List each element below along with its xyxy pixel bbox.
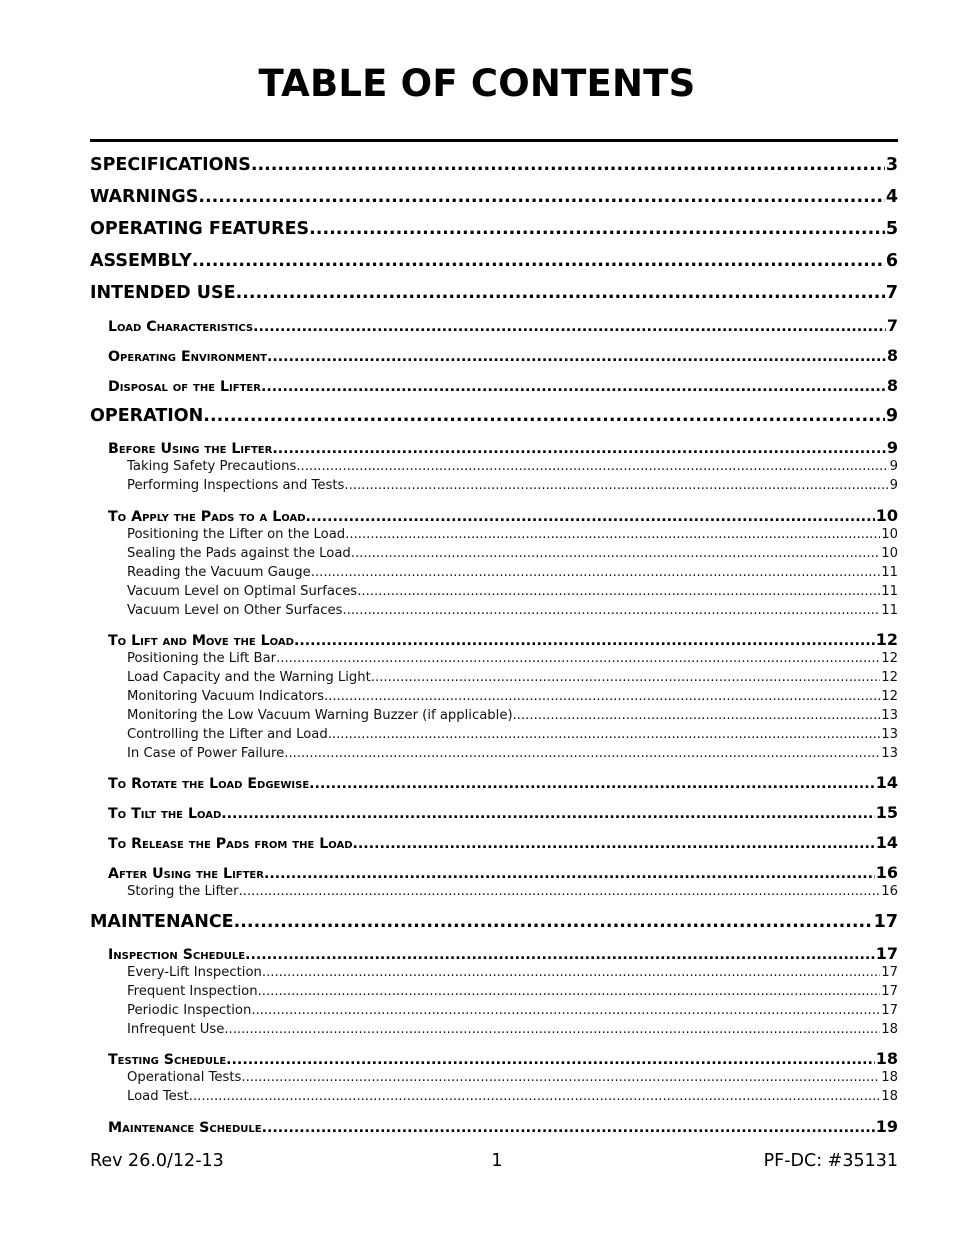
toc-entry-page: 3 (885, 155, 898, 175)
toc-entry-label: Operational Tests (127, 1070, 242, 1085)
toc-entry-label: After Using the Lifter (108, 866, 264, 882)
toc-entry-page: 17 (881, 965, 898, 980)
toc-dot-leader (251, 1003, 880, 1018)
toc-entry-level-1[interactable] (90, 187, 898, 207)
toc-entry-level-3[interactable] (127, 459, 898, 474)
toc-dot-leader (253, 319, 886, 335)
toc-entry-label: Testing Schedule (108, 1052, 227, 1068)
toc-dot-leader (234, 912, 873, 932)
toc-dot-leader (221, 806, 874, 822)
toc-entry-page: 9 (889, 459, 898, 474)
toc-dot-leader (239, 884, 881, 899)
toc-entry-label: Monitoring the Low Vacuum Warning Buzzer (if applicable) (127, 708, 513, 723)
toc-entry-label: Controlling the Lifter and Load (127, 727, 328, 742)
toc-dot-leader (241, 1070, 880, 1085)
toc-dot-leader (513, 708, 881, 723)
toc-entry-label: OPERATING FEATURES (90, 219, 310, 239)
toc-entry-label: Positioning the Lifter on the Load (127, 527, 346, 542)
toc-entry-level-3[interactable] (127, 527, 898, 542)
toc-entry-level-3[interactable] (127, 965, 898, 980)
title-divider (90, 139, 898, 142)
toc-entry-label: Load Characteristics (108, 319, 254, 335)
toc-entry-label: Storing the Lifter (127, 884, 239, 899)
toc-entry-page: 17 (881, 984, 898, 999)
toc-entry-level-2[interactable] (108, 833, 898, 852)
toc-entry-label: Monitoring Vacuum Indicators (127, 689, 324, 704)
footer-page-number: 1 (491, 1151, 503, 1171)
toc-entry-level-2[interactable] (108, 1049, 898, 1068)
toc-dot-leader (272, 441, 886, 457)
toc-dot-leader (226, 1052, 875, 1068)
toc-entry-level-2[interactable] (108, 438, 898, 457)
toc-entry-page: 16 (875, 863, 898, 882)
toc-dot-leader (284, 746, 880, 761)
toc-dot-leader (258, 984, 881, 999)
toc-entry-label: WARNINGS (90, 187, 199, 207)
toc-dot-leader (198, 187, 885, 207)
toc-entry-level-3[interactable] (127, 1070, 898, 1085)
toc-entry-level-2[interactable] (108, 316, 898, 335)
toc-dot-leader (251, 155, 885, 175)
toc-entry-page: 11 (881, 603, 898, 618)
toc-dot-leader (311, 565, 880, 580)
toc-entry-label: Load Test (127, 1089, 189, 1104)
toc-entry-label: OPERATION (90, 406, 204, 426)
toc-entry-label: Disposal of the Lifter (108, 379, 261, 395)
toc-entry-page: 14 (875, 773, 898, 792)
toc-entry-level-3[interactable] (127, 670, 898, 685)
toc-entry-label: Inspection Schedule (108, 947, 246, 963)
page-title: TABLE OF CONTENTS (258, 62, 696, 105)
toc-entry-page: 18 (881, 1089, 898, 1104)
toc-entry-level-3[interactable] (127, 651, 898, 666)
toc-entry-label: To Release the Pads from the Load (108, 836, 353, 852)
toc-entry-level-2[interactable] (108, 630, 898, 649)
toc-entry-page: 12 (881, 689, 898, 704)
toc-entry-label: Before Using the Lifter (108, 441, 273, 457)
toc-entry-label: Operating Environment (108, 349, 268, 365)
toc-entry-page: 18 (875, 1049, 898, 1068)
toc-dot-leader (328, 727, 881, 742)
toc-entry-page: 9 (886, 438, 898, 457)
toc-entry-label: Vacuum Level on Optimal Surfaces (127, 584, 358, 599)
toc-dot-leader (264, 866, 875, 882)
toc-entry-level-1[interactable] (90, 912, 898, 932)
toc-dot-leader (309, 776, 875, 792)
toc-entry-level-1[interactable] (90, 155, 898, 175)
toc-dot-leader (296, 459, 888, 474)
toc-entry-level-3[interactable] (127, 603, 898, 618)
footer-doc-id: PF-DC: #35131 (763, 1151, 898, 1171)
toc-entry-level-3[interactable] (127, 984, 898, 999)
toc-dot-leader (245, 947, 875, 963)
toc-dot-leader (294, 633, 875, 649)
toc-entry-label: To Lift and Move the Load (108, 633, 294, 649)
toc-dot-leader (203, 406, 885, 426)
toc-entry-label: Frequent Inspection (127, 984, 258, 999)
toc-entry-label: Periodic Inspection (127, 1003, 252, 1018)
toc-entry-level-3[interactable] (127, 584, 898, 599)
toc-dot-leader (342, 603, 880, 618)
toc-dot-leader (306, 509, 875, 525)
toc-entry-level-3[interactable] (127, 1003, 898, 1018)
toc-entry-level-2[interactable] (108, 773, 898, 792)
toc-entry-label: To Rotate the Load Edgewise (108, 776, 310, 792)
toc-entry-page: 10 (881, 527, 898, 542)
toc-entry-level-3[interactable] (127, 565, 898, 580)
toc-dot-leader (224, 1022, 880, 1037)
toc-dot-leader (351, 546, 880, 561)
toc-entry-label: SPECIFICATIONS (90, 155, 251, 175)
toc-entry-level-2[interactable] (108, 1117, 898, 1136)
toc-entry-level-3[interactable] (127, 546, 898, 561)
toc-entry-page: 11 (881, 584, 898, 599)
toc-entry-level-2[interactable] (108, 506, 898, 525)
toc-entry-page: 14 (875, 833, 898, 852)
toc-dot-leader (261, 379, 886, 395)
toc-entry-label: Reading the Vacuum Gauge (127, 565, 311, 580)
toc-entry-label: INTENDED USE (90, 283, 236, 303)
toc-dot-leader (267, 349, 886, 365)
toc-entry-page: 4 (885, 187, 898, 207)
toc-entry-label: Taking Safety Precautions (127, 459, 297, 474)
toc-entry-label: ASSEMBLY (90, 251, 192, 271)
toc-entry-label: Load Capacity and the Warning Light (127, 670, 371, 685)
toc-entry-page: 8 (886, 376, 898, 395)
toc-entry-page: 17 (881, 1003, 898, 1018)
toc-entry-page: 13 (881, 746, 898, 761)
toc-entry-page: 17 (873, 912, 898, 932)
toc-entry-page: 17 (875, 944, 898, 963)
toc-entry-page: 7 (886, 316, 898, 335)
toc-entry-level-1[interactable] (90, 406, 898, 426)
toc-entry-page: 9 (885, 406, 898, 426)
toc-dot-leader (371, 670, 880, 685)
toc-entry-page: 10 (875, 506, 898, 525)
toc-entry-page: 13 (881, 727, 898, 742)
toc-entry-level-2[interactable] (108, 803, 898, 822)
toc-entry-page: 16 (881, 884, 898, 899)
toc-dot-leader (309, 219, 885, 239)
toc-entry-page: 18 (881, 1070, 898, 1085)
toc-entry-level-1[interactable] (90, 251, 898, 271)
toc-entry-level-1[interactable] (90, 283, 898, 303)
toc-entry-page: 18 (881, 1022, 898, 1037)
toc-entry-level-3[interactable] (127, 478, 898, 493)
toc-entry-label: To Tilt the Load (108, 806, 222, 822)
toc-entry-page: 13 (881, 708, 898, 723)
toc-entry-page: 12 (875, 630, 898, 649)
footer-revision: Rev 26.0/12-13 (90, 1151, 224, 1171)
toc-entry-page: 19 (875, 1117, 898, 1136)
toc-entry-level-3[interactable] (127, 689, 898, 704)
toc-entry-page: 5 (885, 219, 898, 239)
toc-entry-level-2[interactable] (108, 944, 898, 963)
toc-entry-page: 12 (881, 651, 898, 666)
toc-entry-page: 11 (881, 565, 898, 580)
toc-entry-level-2[interactable] (108, 863, 898, 882)
toc-entry-level-3[interactable] (127, 1022, 898, 1037)
toc-entry-level-3[interactable] (127, 746, 898, 761)
toc-entry-level-3[interactable] (127, 1089, 898, 1104)
toc-entry-level-1[interactable] (90, 219, 898, 239)
toc-dot-leader (345, 527, 880, 542)
toc-dot-leader (353, 836, 875, 852)
toc-entry-level-3[interactable] (127, 708, 898, 723)
toc-entry-page: 10 (881, 546, 898, 561)
toc-entry-label: Vacuum Level on Other Surfaces (127, 603, 343, 618)
toc-entry-label: Performing Inspections and Tests (127, 478, 345, 493)
toc-entry-label: Positioning the Lift Bar (127, 651, 277, 666)
toc-entry-level-2[interactable] (108, 376, 898, 395)
toc-entry-page: 7 (885, 283, 898, 303)
toc-dot-leader (262, 1120, 875, 1136)
toc-dot-leader (189, 1089, 880, 1104)
toc-entry-label: Maintenance Schedule (108, 1120, 262, 1136)
toc-entry-label: Infrequent Use (127, 1022, 225, 1037)
toc-entry-level-2[interactable] (108, 346, 898, 365)
toc-entry-page: 9 (889, 478, 898, 493)
toc-entry-label: MAINTENANCE (90, 912, 234, 932)
toc-entry-label: Sealing the Pads against the Load (127, 546, 351, 561)
toc-dot-leader (324, 689, 880, 704)
toc-dot-leader (236, 283, 885, 303)
toc-entry-page: 6 (885, 251, 898, 271)
toc-entry-page: 8 (886, 346, 898, 365)
toc-entry-page: 12 (881, 670, 898, 685)
toc-entry-page: 15 (875, 803, 898, 822)
toc-entry-label: Every-Lift Inspection (127, 965, 262, 980)
toc-entry-label: In Case of Power Failure (127, 746, 285, 761)
toc-entry-level-3[interactable] (127, 884, 898, 899)
toc-entry-level-3[interactable] (127, 727, 898, 742)
toc-dot-leader (192, 251, 885, 271)
toc-dot-leader (344, 478, 888, 493)
toc-dot-leader (276, 651, 880, 666)
toc-entry-label: To Apply the Pads to a Load (108, 509, 306, 525)
toc-dot-leader (357, 584, 880, 599)
toc-dot-leader (262, 965, 880, 980)
